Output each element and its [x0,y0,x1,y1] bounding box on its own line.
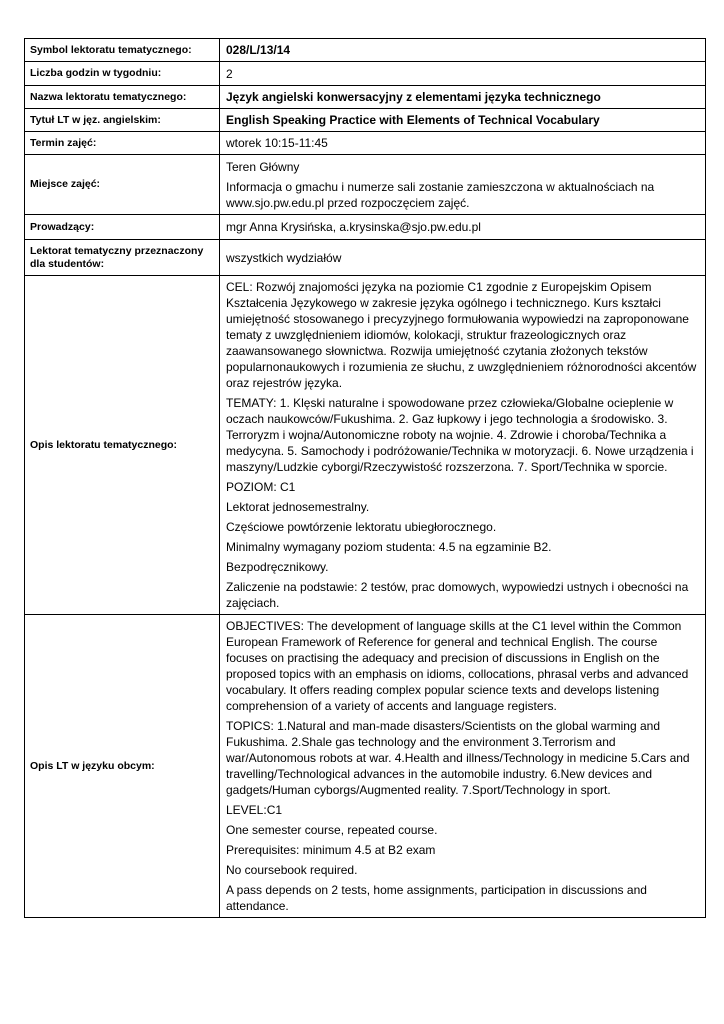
desc-en-paragraph: TOPICS: 1.Natural and man-made disasters/Scientists on the global warming and Fukushima. 2.Shale gas technology and the environment 3.Terrorism and war/Autonomous robots at war. 4.Health and illness/Technology in medicine 5.Cars and travelling/Technological advances in the automobile industry. 6.New devices and gadgets/Human cyborgs/Augmented reality. 7.Sport/Technology in sport. [226,719,690,797]
desc-en-paragraph: Prerequisites: minimum 4.5 at B2 exam [226,843,436,857]
row-term [25,132,706,155]
desc-pl-paragraph: Częściowe powtórzenie lektoratu ubiegłorocznego. [226,520,497,534]
audience-label: Lektorat tematyczny przeznaczony dla studentów: [25,240,220,276]
hours-label: Liczba godzin w tygodniu: [25,62,220,86]
row-title-en [25,109,706,132]
row-place [25,155,706,215]
desc-en-paragraph: A pass depends on 2 tests, home assignments, participation in discussions and attendance. [226,883,647,913]
row-desc-en [25,615,706,918]
term-value: wtorek 10:15-11:45 [220,132,706,155]
desc-en-paragraph: LEVEL:C1 [226,803,283,817]
desc-en-value [220,615,706,918]
desc-en-label: Opis LT w języku obcym: [25,615,220,918]
desc-pl-value [220,276,706,615]
row-desc-pl [25,276,706,615]
row-hours [25,62,706,86]
desc-pl-paragraph: POZIOM: C1 [226,480,296,494]
hours-value: 2 [220,62,706,86]
row-name [25,86,706,109]
desc-pl-paragraph: Zaliczenie na podstawie: 2 testów, prac domowych, wypowiedzi ustnych i obecności na zajęciach. [226,580,689,610]
desc-pl-paragraph: Lektorat jednosemestralny. [226,500,370,514]
desc-pl-paragraph: TEMATY: 1. Klęski naturalne i spowodowane przez człowieka/Globalne ocieplenie w oczach naukowców/Fukushima. 2. Gaz łupkowy i jego technologia a środowisko. 3. Terroryzm i wojna/Autonomiczne roboty na wojnie. 4. Zdrowie i choroba/Technika a medycyna. 5. Samochody i podróżowanie/Technika w motoryzacji. 6. Nowe urządzenia i maszyny/Ludzkie cyborgi/Rzeczywistość rozszerzona. 7. Sport/Technika w sporcie. [226,396,694,474]
place-paragraph: Teren Główny [226,159,300,174]
desc-en-paragraph: One semester course, repeated course. [226,823,438,837]
name-label: Nazwa lektoratu tematycznego: [25,86,220,109]
row-audience [25,240,706,276]
title-en-label: Tytuł LT w jęz. angielskim: [25,109,220,132]
place-label: Miejsce zajęć: [25,155,220,215]
course-info-table [24,38,706,918]
desc-pl-paragraph: Bezpodręcznikowy. [226,560,329,574]
desc-en-paragraph: OBJECTIVES: The development of language skills at the C1 level within the Common European Framework of Reference for general and technical English. The course focuses on practising the adequacy and precision of discussions in English on the proposed topics with an emphasis on idioms, collocations, phrasal verbs and advanced vocabulary. It offers reading complex popular science texts and develops listening comprehension of a variety of accents and language registers. [226,619,689,713]
desc-pl-paragraph: CEL: Rozwój znajomości języka na poziomie C1 zgodnie z Europejskim Opisem Kształcenia Językowego w zakresie języka ogólnego i technicznego. Kurs kształci umiejętność stosowanego i precyzyjnego formułowania wypowiedzi na zaproponowane tematy z uwzględnieniem idiomów, kolokacji, struktur frazeologicznych oraz zaawansowanego słownictwa. Rozwija umiejętność czytania złożonych tekstów popularnonaukowych i rozumienia ze słuchu, z uwzględnieniem różnorodności akcentów oraz rejestrów języka. [226,280,697,390]
symbol-label: Symbol lektoratu tematycznego: [25,39,220,62]
term-label: Termin zajęć: [25,132,220,155]
teacher-label: Prowadzący: [25,215,220,240]
row-teacher [25,215,706,240]
audience-value: wszystkich wydziałów [220,240,706,276]
place-paragraph: Informacja o gmachu i numerze sali zostanie zamieszczona w aktualnościach na www.sjo.pw.edu.pl przed rozpoczęciem zajęć. [226,179,655,210]
desc-pl-paragraph: Minimalny wymagany poziom studenta: 4.5 na egzaminie B2. [226,540,552,554]
desc-pl-label: Opis lektoratu tematycznego: [25,276,220,615]
name-value: Język angielski konwersacyjny z elementami języka technicznego [220,86,706,109]
teacher-value: mgr Anna Krysińska, a.krysinska@sjo.pw.edu.pl [220,215,706,240]
symbol-value: 028/L/13/14 [220,39,706,62]
row-symbol [25,39,706,62]
place-value [220,155,706,215]
title-en-value: English Speaking Practice with Elements of Technical Vocabulary [220,109,706,132]
desc-en-paragraph: No coursebook required. [226,863,358,877]
